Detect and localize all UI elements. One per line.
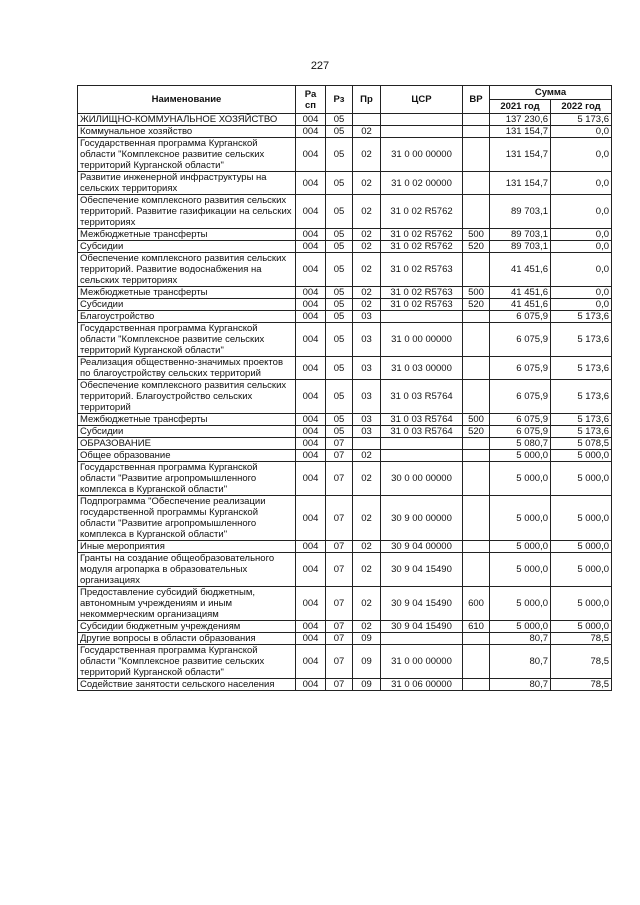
cell-pr: 09	[353, 645, 381, 679]
cell-pr: 03	[353, 426, 381, 438]
cell-csr: 31 0 03 R5764	[381, 426, 463, 438]
cell-vr	[463, 380, 490, 414]
cell-csr: 31 0 06 00000	[381, 679, 463, 691]
cell-2022: 5 173,6	[551, 114, 612, 126]
cell-2021: 5 000,0	[490, 541, 551, 553]
cell-ra: 004	[296, 679, 326, 691]
header-ra: Ра сп	[296, 86, 326, 114]
cell-name: Иные мероприятия	[78, 541, 296, 553]
cell-vr	[463, 323, 490, 357]
cell-2022: 0,0	[551, 287, 612, 299]
table-row	[78, 172, 612, 195]
cell-rz: 05	[326, 138, 353, 172]
header-csr: ЦСР	[381, 86, 463, 114]
cell-name: Государственная программа Курганской области "Комплексное развитие сельских территорий Курганской области"	[78, 138, 296, 172]
cell-name: Субсидии	[78, 299, 296, 311]
cell-2022: 5 000,0	[551, 462, 612, 496]
cell-name: Государственная программа Курганской области "Комплексное развитие сельских территорий Курганской области"	[78, 323, 296, 357]
cell-pr: 02	[353, 496, 381, 541]
cell-rz: 07	[326, 553, 353, 587]
cell-pr: 02	[353, 253, 381, 287]
cell-ra: 004	[296, 553, 326, 587]
table-row	[78, 414, 612, 426]
cell-csr: 30 9 04 00000	[381, 541, 463, 553]
table-row	[78, 438, 612, 450]
cell-csr: 31 0 00 00000	[381, 645, 463, 679]
cell-pr: 03	[353, 380, 381, 414]
table-row	[78, 323, 612, 357]
cell-ra: 004	[296, 229, 326, 241]
cell-csr	[381, 438, 463, 450]
cell-2021: 41 451,6	[490, 299, 551, 311]
cell-2021: 6 075,9	[490, 311, 551, 323]
cell-ra: 004	[296, 138, 326, 172]
cell-ra: 004	[296, 496, 326, 541]
cell-name: Субсидии	[78, 426, 296, 438]
cell-ra: 004	[296, 541, 326, 553]
cell-rz: 05	[326, 414, 353, 426]
cell-2021: 131 154,7	[490, 138, 551, 172]
cell-vr: 500	[463, 287, 490, 299]
cell-csr: 31 0 02 R5762	[381, 241, 463, 253]
cell-vr	[463, 311, 490, 323]
cell-csr: 31 0 03 R5764	[381, 414, 463, 426]
cell-vr	[463, 633, 490, 645]
cell-2021: 6 075,9	[490, 357, 551, 380]
cell-2022: 0,0	[551, 229, 612, 241]
cell-csr: 31 0 02 R5763	[381, 287, 463, 299]
cell-ra: 004	[296, 311, 326, 323]
table-row	[78, 229, 612, 241]
table-row	[78, 138, 612, 172]
cell-rz: 07	[326, 541, 353, 553]
cell-pr: 03	[353, 414, 381, 426]
cell-pr: 03	[353, 357, 381, 380]
cell-2022: 0,0	[551, 172, 612, 195]
cell-ra: 004	[296, 195, 326, 229]
cell-csr: 31 0 02 R5762	[381, 195, 463, 229]
cell-ra: 004	[296, 287, 326, 299]
cell-2022: 0,0	[551, 195, 612, 229]
cell-csr: 31 0 02 R5763	[381, 253, 463, 287]
cell-ra: 004	[296, 172, 326, 195]
cell-ra: 004	[296, 126, 326, 138]
cell-ra: 004	[296, 414, 326, 426]
cell-rz: 07	[326, 621, 353, 633]
cell-pr: 03	[353, 323, 381, 357]
cell-rz: 05	[326, 253, 353, 287]
cell-rz: 05	[326, 311, 353, 323]
cell-2022: 0,0	[551, 126, 612, 138]
cell-2021: 89 703,1	[490, 241, 551, 253]
cell-pr: 02	[353, 229, 381, 241]
cell-2022: 5 173,6	[551, 426, 612, 438]
table-row	[78, 311, 612, 323]
cell-vr: 600	[463, 587, 490, 621]
cell-name: Государственная программа Курганской области "Комплексное развитие сельских территорий Курганской области"	[78, 645, 296, 679]
cell-2022: 5 173,6	[551, 380, 612, 414]
cell-pr: 02	[353, 138, 381, 172]
cell-ra: 004	[296, 438, 326, 450]
table-row	[78, 541, 612, 553]
cell-rz: 07	[326, 450, 353, 462]
cell-pr: 02	[353, 450, 381, 462]
cell-csr: 30 9 04 15490	[381, 587, 463, 621]
cell-vr	[463, 645, 490, 679]
cell-rz: 05	[326, 380, 353, 414]
cell-csr: 30 9 04 15490	[381, 621, 463, 633]
header-vr: ВР	[463, 86, 490, 114]
cell-ra: 004	[296, 241, 326, 253]
cell-vr	[463, 357, 490, 380]
cell-name: Обеспечение комплексного развития сельских территорий. Благоустройство сельских территорий	[78, 380, 296, 414]
cell-pr: 02	[353, 241, 381, 253]
cell-name: Субсидии бюджетным учреждениям	[78, 621, 296, 633]
header-pr: Пр	[353, 86, 381, 114]
cell-pr: 02	[353, 621, 381, 633]
cell-rz: 07	[326, 462, 353, 496]
cell-csr: 31 0 02 R5763	[381, 299, 463, 311]
cell-rz: 05	[326, 241, 353, 253]
cell-2021: 80,7	[490, 679, 551, 691]
cell-2022: 0,0	[551, 299, 612, 311]
cell-name: Гранты на создание общеобразовательного модуля агропарка в образовательных организациях	[78, 553, 296, 587]
cell-name: Общее образование	[78, 450, 296, 462]
cell-2021: 5 000,0	[490, 553, 551, 587]
cell-pr: 02	[353, 553, 381, 587]
cell-rz: 05	[326, 172, 353, 195]
table-row	[78, 114, 612, 126]
page-number: 227	[310, 60, 330, 72]
table-row	[78, 195, 612, 229]
cell-vr	[463, 462, 490, 496]
cell-rz: 05	[326, 357, 353, 380]
cell-2021: 137 230,6	[490, 114, 551, 126]
cell-2022: 0,0	[551, 253, 612, 287]
cell-pr	[353, 114, 381, 126]
cell-name: Подпрограмма "Обеспечение реализации государственной программы Курганской области "Развитие агропромышленного комплекса в Курганской области"	[78, 496, 296, 541]
cell-vr	[463, 126, 490, 138]
cell-2022: 5 000,0	[551, 496, 612, 541]
table-row	[78, 241, 612, 253]
cell-vr	[463, 438, 490, 450]
cell-ra: 004	[296, 299, 326, 311]
cell-2021: 89 703,1	[490, 195, 551, 229]
table-body	[78, 114, 612, 691]
cell-2022: 5 000,0	[551, 553, 612, 587]
cell-ra: 004	[296, 380, 326, 414]
cell-csr: 30 9 04 15490	[381, 553, 463, 587]
cell-2021: 41 451,6	[490, 287, 551, 299]
cell-name: ОБРАЗОВАНИЕ	[78, 438, 296, 450]
cell-2022: 78,5	[551, 633, 612, 645]
cell-rz: 05	[326, 323, 353, 357]
cell-ra: 004	[296, 450, 326, 462]
cell-pr: 02	[353, 195, 381, 229]
table-row	[78, 450, 612, 462]
cell-csr: 31 0 02 R5762	[381, 229, 463, 241]
cell-vr: 520	[463, 241, 490, 253]
cell-ra: 004	[296, 253, 326, 287]
cell-csr: 31 0 00 00000	[381, 138, 463, 172]
cell-rz: 05	[326, 114, 353, 126]
cell-2021: 6 075,9	[490, 414, 551, 426]
cell-csr	[381, 126, 463, 138]
cell-2021: 131 154,7	[490, 126, 551, 138]
cell-name: Государственная программа Курганской области "Развитие агропромышленного комплекса в Курганской области"	[78, 462, 296, 496]
cell-csr: 31 0 02 00000	[381, 172, 463, 195]
cell-vr	[463, 553, 490, 587]
cell-ra: 004	[296, 114, 326, 126]
cell-name: Содействие занятости сельского населения	[78, 679, 296, 691]
cell-2021: 89 703,1	[490, 229, 551, 241]
cell-2021: 6 075,9	[490, 323, 551, 357]
cell-vr	[463, 172, 490, 195]
cell-vr	[463, 195, 490, 229]
cell-name: ЖИЛИЩНО-КОММУНАЛЬНОЕ ХОЗЯЙСТВО	[78, 114, 296, 126]
header-rz: Рз	[326, 86, 353, 114]
cell-2022: 5 000,0	[551, 541, 612, 553]
table-row	[78, 380, 612, 414]
table-row	[78, 633, 612, 645]
cell-rz: 05	[326, 126, 353, 138]
table-row	[78, 426, 612, 438]
cell-name: Другие вопросы в области образования	[78, 633, 296, 645]
cell-name: Реализация общественно-значимых проектов по благоустройству сельских территорий	[78, 357, 296, 380]
cell-rz: 05	[326, 287, 353, 299]
cell-pr: 02	[353, 299, 381, 311]
cell-name: Благоустройство	[78, 311, 296, 323]
header-name: Наименование	[78, 86, 296, 114]
cell-csr: 30 9 00 00000	[381, 496, 463, 541]
cell-2022: 5 078,5	[551, 438, 612, 450]
cell-name: Обеспечение комплексного развития сельских территорий. Развитие водоснабжения на сельских территориях	[78, 253, 296, 287]
cell-rz: 05	[326, 426, 353, 438]
cell-vr: 520	[463, 299, 490, 311]
cell-2022: 5 000,0	[551, 621, 612, 633]
cell-vr	[463, 679, 490, 691]
table-row	[78, 679, 612, 691]
cell-vr	[463, 450, 490, 462]
cell-ra: 004	[296, 462, 326, 496]
table-row	[78, 299, 612, 311]
table-row	[78, 126, 612, 138]
cell-2022: 5 173,6	[551, 323, 612, 357]
cell-csr	[381, 114, 463, 126]
table-row	[78, 253, 612, 287]
table-row	[78, 357, 612, 380]
cell-ra: 004	[296, 645, 326, 679]
cell-csr: 31 0 00 00000	[381, 323, 463, 357]
cell-pr	[353, 438, 381, 450]
header-sum: Сумма	[490, 86, 612, 100]
header-year-2022: 2022 год	[551, 100, 612, 114]
cell-csr: 31 0 03 00000	[381, 357, 463, 380]
cell-name: Предоставление субсидий бюджетным, автономным учреждениям и иным некоммерческим организациям	[78, 587, 296, 621]
cell-rz: 05	[326, 229, 353, 241]
cell-name: Межбюджетные трансферты	[78, 287, 296, 299]
table-row	[78, 462, 612, 496]
cell-2021: 6 075,9	[490, 426, 551, 438]
cell-2022: 5 173,6	[551, 311, 612, 323]
cell-vr	[463, 114, 490, 126]
cell-2021: 131 154,7	[490, 172, 551, 195]
cell-rz: 07	[326, 645, 353, 679]
cell-rz: 07	[326, 679, 353, 691]
cell-2022: 5 000,0	[551, 587, 612, 621]
cell-2021: 80,7	[490, 645, 551, 679]
cell-pr: 02	[353, 541, 381, 553]
cell-rz: 07	[326, 633, 353, 645]
cell-pr: 03	[353, 311, 381, 323]
cell-2021: 41 451,6	[490, 253, 551, 287]
table-row	[78, 587, 612, 621]
cell-rz: 07	[326, 438, 353, 450]
cell-ra: 004	[296, 357, 326, 380]
budget-table	[77, 85, 612, 691]
cell-pr: 02	[353, 287, 381, 299]
cell-rz: 07	[326, 587, 353, 621]
cell-2021: 5 080,7	[490, 438, 551, 450]
cell-csr: 31 0 03 R5764	[381, 380, 463, 414]
cell-2021: 5 000,0	[490, 621, 551, 633]
cell-2022: 5 000,0	[551, 450, 612, 462]
cell-2022: 5 173,6	[551, 414, 612, 426]
cell-vr	[463, 541, 490, 553]
cell-2021: 5 000,0	[490, 450, 551, 462]
cell-csr: 30 0 00 00000	[381, 462, 463, 496]
cell-ra: 004	[296, 426, 326, 438]
cell-rz: 05	[326, 299, 353, 311]
cell-name: Субсидии	[78, 241, 296, 253]
cell-vr: 500	[463, 414, 490, 426]
cell-pr: 02	[353, 172, 381, 195]
cell-pr: 02	[353, 587, 381, 621]
cell-pr: 02	[353, 126, 381, 138]
cell-ra: 004	[296, 633, 326, 645]
cell-pr: 09	[353, 679, 381, 691]
cell-rz: 07	[326, 496, 353, 541]
cell-2022: 0,0	[551, 138, 612, 172]
cell-vr: 520	[463, 426, 490, 438]
cell-vr: 500	[463, 229, 490, 241]
header-row	[78, 86, 612, 100]
cell-vr	[463, 253, 490, 287]
cell-2021: 5 000,0	[490, 496, 551, 541]
cell-ra: 004	[296, 587, 326, 621]
cell-pr: 02	[353, 462, 381, 496]
cell-csr	[381, 450, 463, 462]
cell-ra: 004	[296, 323, 326, 357]
cell-2022: 5 173,6	[551, 357, 612, 380]
cell-ra: 004	[296, 621, 326, 633]
cell-rz: 05	[326, 195, 353, 229]
cell-name: Межбюджетные трансферты	[78, 229, 296, 241]
cell-name: Обеспечение комплексного развития сельских территорий. Развитие газификации на сельских территориях	[78, 195, 296, 229]
cell-csr	[381, 633, 463, 645]
table-row	[78, 287, 612, 299]
table-row	[78, 621, 612, 633]
cell-2021: 5 000,0	[490, 462, 551, 496]
cell-2021: 5 000,0	[490, 587, 551, 621]
cell-pr: 09	[353, 633, 381, 645]
cell-2021: 6 075,9	[490, 380, 551, 414]
table-row	[78, 645, 612, 679]
table-row	[78, 496, 612, 541]
cell-name: Коммунальное хозяйство	[78, 126, 296, 138]
cell-vr	[463, 496, 490, 541]
cell-name: Развитие инженерной инфраструктуры на сельских территориях	[78, 172, 296, 195]
header-year-2021: 2021 год	[490, 100, 551, 114]
cell-name: Межбюджетные трансферты	[78, 414, 296, 426]
cell-2022: 78,5	[551, 645, 612, 679]
cell-2021: 80,7	[490, 633, 551, 645]
cell-vr	[463, 138, 490, 172]
cell-2022: 0,0	[551, 241, 612, 253]
table-row	[78, 553, 612, 587]
cell-csr	[381, 311, 463, 323]
cell-vr: 610	[463, 621, 490, 633]
cell-2022: 78,5	[551, 679, 612, 691]
